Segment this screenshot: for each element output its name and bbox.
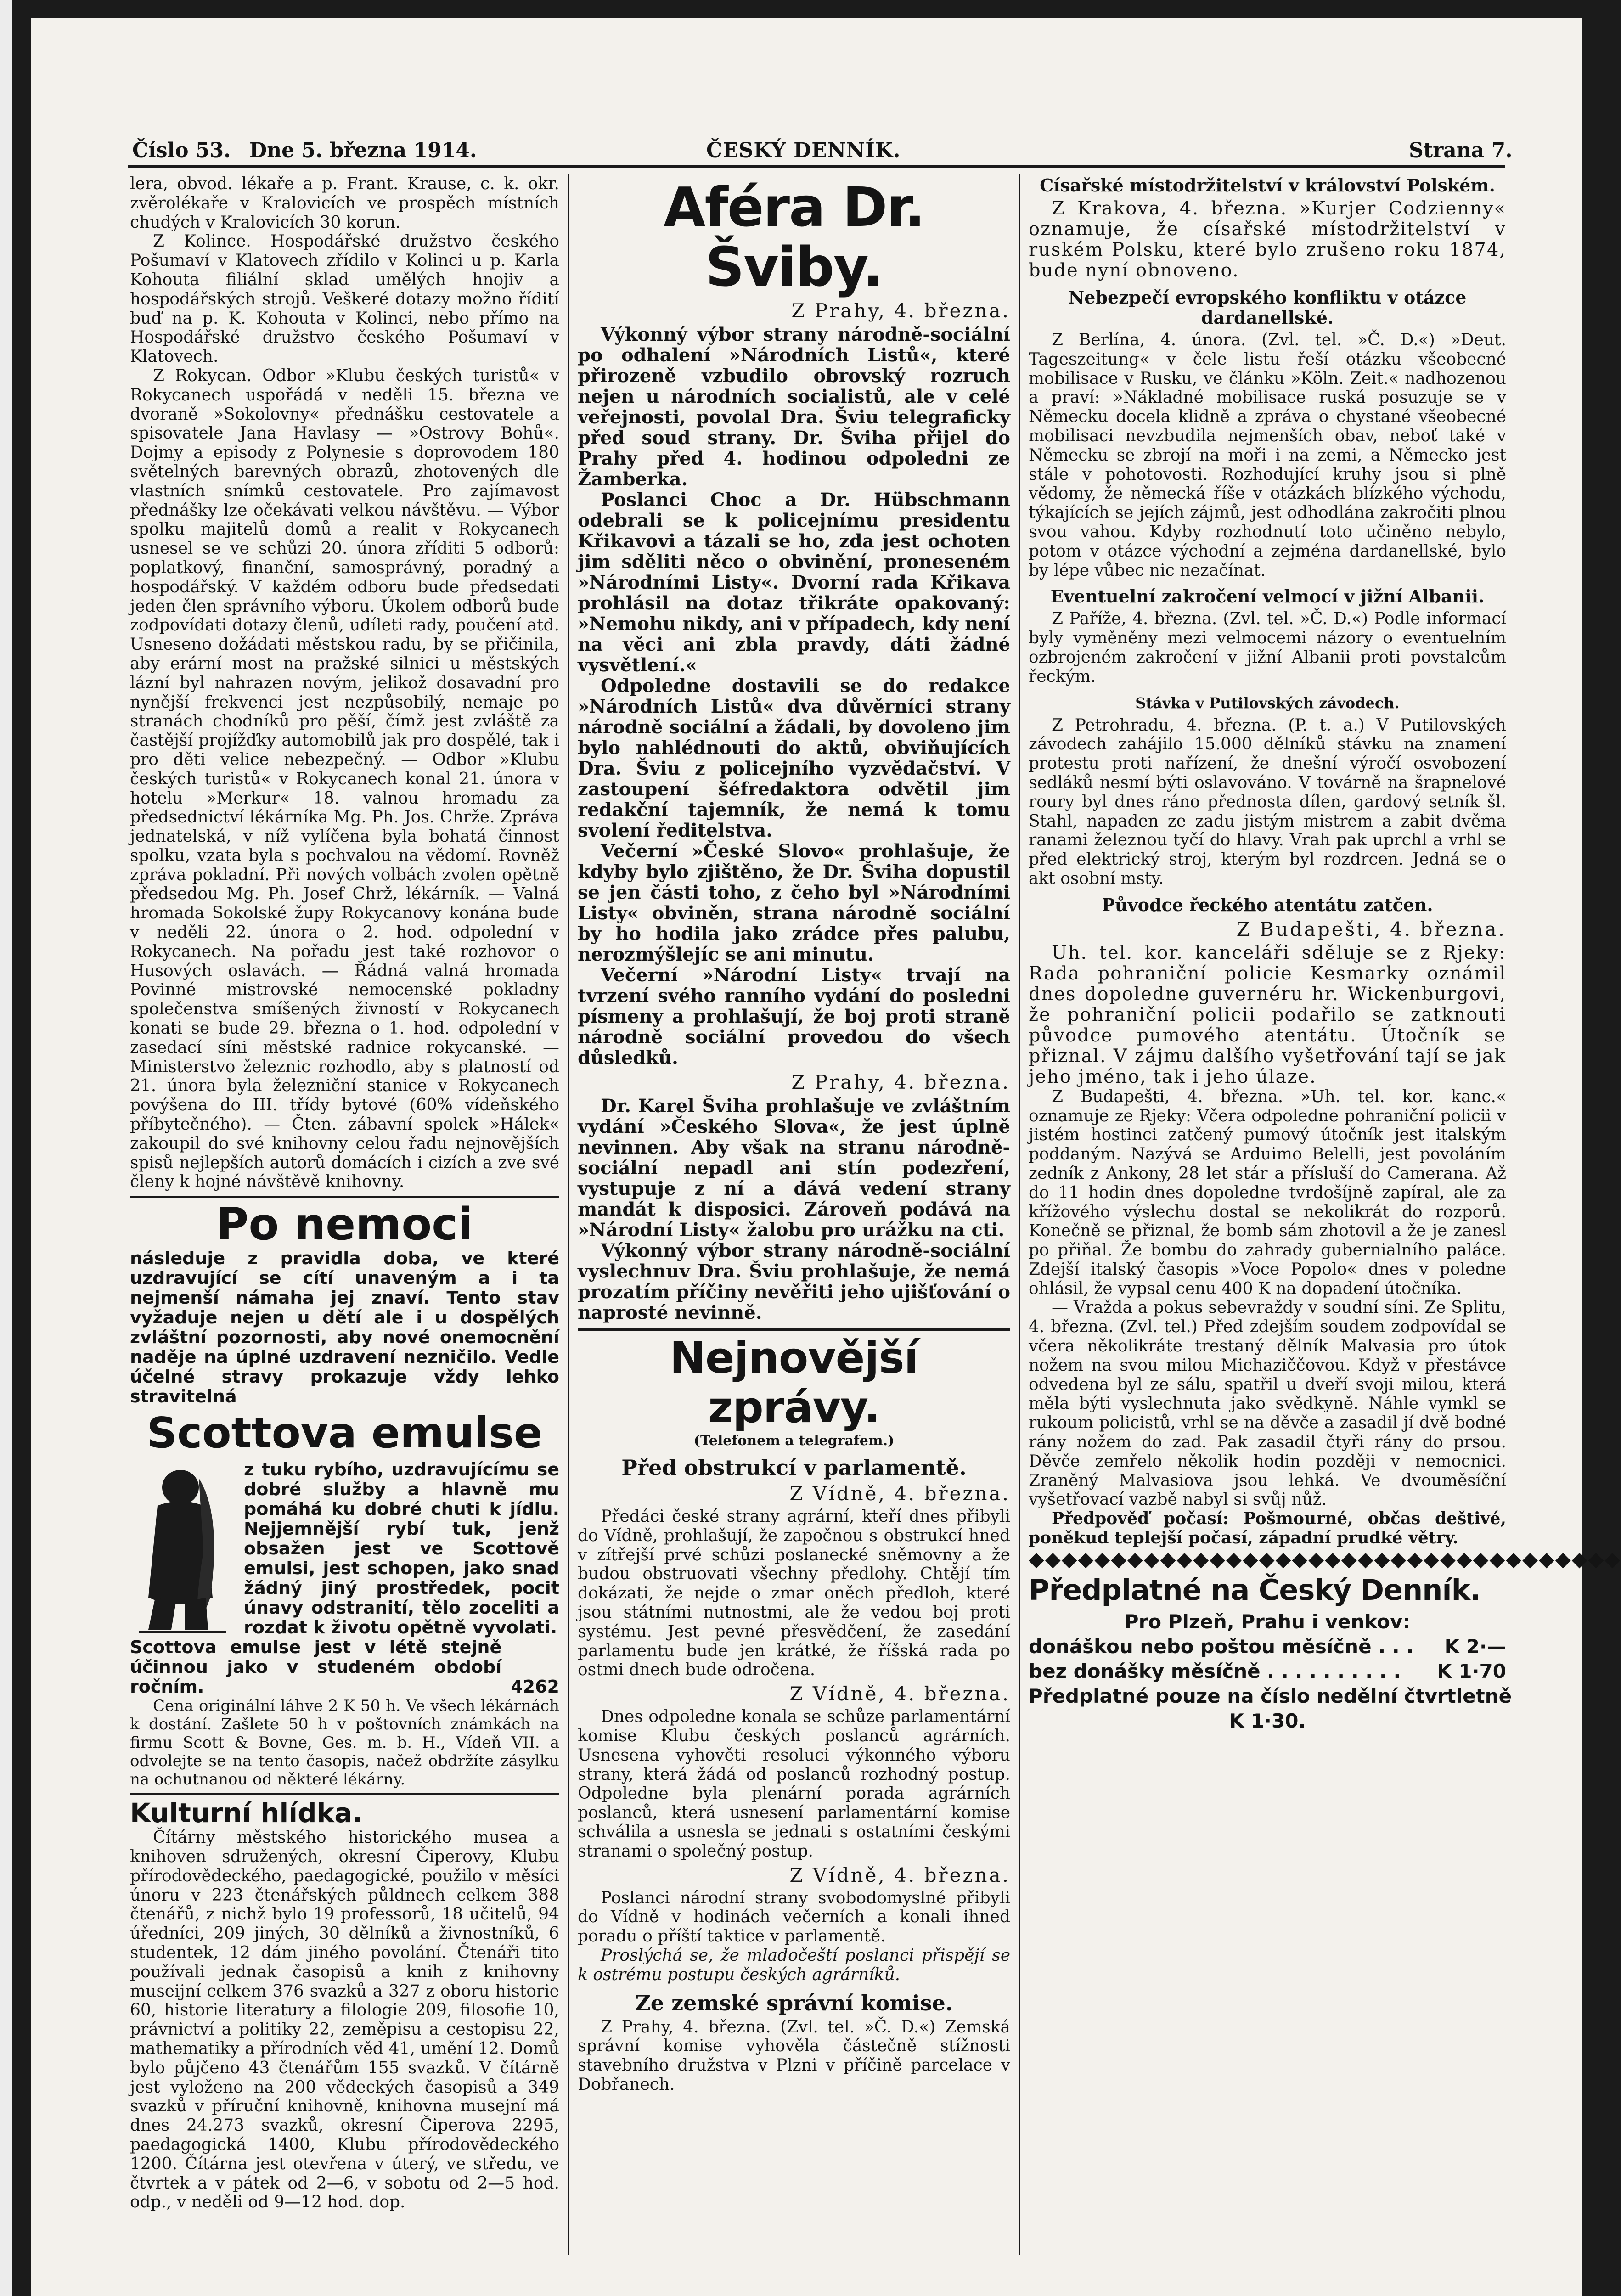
subscription-region: Pro Plzeň, Prahu i venkov: <box>1124 1610 1411 1633</box>
subscription-sunday-label: Předplatné pouze na číslo nedělní čtvrtletně <box>1029 1684 1512 1707</box>
ad-headline: Po nemoci <box>216 1199 473 1250</box>
albania-article: Z Paříže, 4. března. (Zvl. tel. »Č. D.«) Podle informací byly vyměněny mezi velmocemi názory o eventuelním ozbrojeném zakročení v jižní Albanii proti povstalcům řeckým. <box>1029 609 1506 686</box>
news-section-title: Nejnovější zprávy. <box>670 1333 918 1433</box>
fisherman-with-fish-icon <box>130 1460 236 1634</box>
column-3 <box>1029 174 1621 2204</box>
svihy-para-2: Poslanci Choc a Dr. Hübschmann odebrali se k policejnímu presidentu Křikavovi a tázali se ho, zda jest ochoten jim sděliti něco o obvinění, proneseném »Národními Listy«. Dvorní rada Křikava prohlásil na dotaz třikráte opakovaný: »Nemohu nikdy, ani v případech, kdy není na věci ani zbla pravdy, dáti žádné vysvětlení.« <box>578 489 1010 676</box>
column-2 <box>578 174 1010 2204</box>
ad-line-row <box>130 1638 559 1697</box>
news-para-3: Poslanci národní strany svobodomyslné přibyli do Vídně v hodinách večerních a konali ihned poradu o příští taktice v parlamentě. <box>578 1888 1010 1946</box>
svihy-para-3: Odpoledne dostavili se do redakce »Národních Listů« dva důvěrníci strany národně sociální a žádali, by dovoleno jim bylo nahlédnouti do aktů, obviňujících Dra. Šviu z policejního vyzvědačství. V zastoupení šéfredaktora odvětil jim redakční tajemník, že nemá k tomu svolení ředitelstva. <box>578 675 1010 841</box>
subscription-pickup-price: K 1·70 <box>1437 1660 1506 1683</box>
ad-intro: následuje z pravidla doba, ve které uzdravující se cítí unaveným a i ta nejmenší námaha jej znaví. Tento stav vyžaduje nejen u dětí ale i u dospělých zvláštní pozornosti, aby nové onemocnění naděje na úplné uzdravení nezničilo. Vedle účelné stravy prokazuje vždy lehko stravitelná <box>130 1248 559 1407</box>
ad-price: Cena originální láhve 2 K 50 h. Ve všech lékárnách k dostání. Zašlete 50 h v poštovních známkách na firmu Scott & Bovne, Ges. m. b. H., Vídeň VII. a odvolejte se na tento časopis, načež obdržíte zásylku na ochutnanou od některé lékárny. <box>130 1697 559 1789</box>
svihy-para-4: Večerní »České Slovo« prohlašuje, že kdyby bylo zjištěno, že Dr. Šviha dopustil se jen části toho, z čeho byl »Národními Listy« obviněn, strana národně sociální by ho hodila jako zrádce přes palubu, nerozmýšlejíc se ani minutu. <box>578 840 1010 965</box>
weather-forecast: Předpověď počasí: Pošmourné, občas deštivé, poněkud teplejší počasí, západní prudké větry. <box>1029 1509 1506 1548</box>
ad-body-row <box>130 1460 559 1638</box>
scan-border <box>0 0 12 2296</box>
masthead-title: ČESKÝ DENNÍK. <box>706 139 901 162</box>
subscription-row-1 <box>1029 1634 1506 1659</box>
budapest-article: Z Budapešti, 4. března. »Uh. tel. kor. kanc.« oznamuje ze Rjeky: Včera odpoledne pohraniční policii v jistém hostinci zatčený pumový útočník jest italským poddaným. Nazývá se Arduimo Belelli, jest povoláním zedník z Ankony, 28 let stár a přísluší do Camerana. Až do 11 hodin dnes dopoledne tvrdošíjně zapíral, ale za křížového výslechu dostal se nekolikrát do rozporů. Konečně se přiznal, že bomb sám zhotovil a že je zanesl po přiňal. Že bombu do zahrady gubernialního paláce. Zdejší italský časopis »Voce Popolo« dnes v poledne ohlásil, že vypsal cenu 400 K na dopadení útočníka. <box>1029 1087 1506 1298</box>
separator <box>130 1196 559 1198</box>
culture-section-title: Kulturní hlídka. <box>130 1797 363 1829</box>
ad-season-line: Scottova emulse jest v létě stejně účinnou jako v studeném období ročním. <box>130 1637 502 1697</box>
dardanelles-article: Z Berlína, 4. února. (Zvl. tel. »Č. D.«) »Deut. Tageszeitung« v čele listu řeší otázku všeobecné mobilisace v Rusku, ve článku »Köln. Zeit.« nadhozenou a praví: »Nákladné mobilisace ruská posuzuje se v Německu docela klidně a zpráva o chystané všeobecné mobilisaci nevzbudila nejmenších obav, neboť také v Německu se zbrojí na moři i na zemi, a Německo jest stále v pohotovosti. Rozhodující kruhy jsou si plně vědomy, že německá říše v otázkách blízkého východu, týkajících se jejích zájmů, jest odhodlána zakročiti plnou svou vahou. Kdyby rozhodnutí toto učiněno nebylo, potom v otázce východní a zejména dardanellské, bylo by lépe vůbec nic nezačínat. <box>1029 331 1506 580</box>
subscription-delivery-label: donáškou nebo poštou měsíčně . . . <box>1029 1635 1414 1658</box>
ad-code: 4262 <box>511 1677 559 1697</box>
svihy-para-1: Výkonný výbor strany národně-sociální po odhalení »Národních Listů«, které přirozeně vzbudilo obrovský rozruch nejen u národních socialistů, ale v celé veřejnosti, povolal Dra. Šviu telegraficky před soud strany. Dr. Šviha přijel do Prahy před 4. hodinou odpoledni ze Žamberka. <box>578 324 1010 490</box>
header-rule <box>128 165 1505 168</box>
subscription-sunday-price: K 1·30. <box>1229 1709 1306 1732</box>
dateline: Z Vídně, 4. března. <box>789 1482 1010 1505</box>
assassin-headline: Původce řeckého atentátu zatčen. <box>1102 894 1433 915</box>
putilov-headline: Stávka v Putilovských závodech. <box>1135 694 1400 712</box>
putilov-article: Z Petrohradu, 4. března. (P. t. a.) V Putilovských závodech zahájilo 15.000 dělníků stávku na znamení protestu proti nařízení, že dnešní výročí osvobození sedláků nesmí býti oslavováno. V továrně na šrapnelové roury byl dnes ráno přednosta dílen, gardový setník šl. Stahl, napaden ze zadu jistým mistrem a zabit dvěma ranami železnou tyčí do hlavy. Vrah pak uprchl a vrhl se před elektrický stroj, kterým byl rozdrcen. Jedná se o akt osobní msty. <box>1029 715 1506 888</box>
ad-brand: Scottova emulse <box>146 1408 543 1458</box>
dateline: Z Vídně, 4. března. <box>789 1863 1010 1886</box>
svihy-headline: Aféra Dr. Šviby. <box>664 175 924 298</box>
obstruction-headline: Před obstrukcí v parlamentě. <box>621 1455 967 1480</box>
article-rokycany: Z Rokycan. Odbor »Klubu českých turistů« v Rokycanech uspořádá v neděli 15. března ve dvoraně »Sokolovny« přednášku cestovatele a spisovatele Jana Havlasy — »Ostrovy Bohů«. Dojmy a episody z Polynesie s doprovodem 180 světelných barevných obrazů, zhotovených dle vlastních snímků cestovatele. Pro zajímavost přednášky lze očekávati velkou návštěvu. — Výbor spolku majitelů domů a realit v Rokycanech usnesel se ve schůzi 20. února zříditi 5 odborů: poplatkový, finanční, samosprávný, poradný a hospodářský. V každém odboru bude předsedati jeden člen správního výboru. Úkolem odborů bude zodpovídati dotazy členů, udíleti rady, poučení atd. Usneseno dožádati městskou radu, by se přičinila, aby erární most na pražské silnici u městských lázní byl nahrazen novým, jelikož dosavadní pro nynější frekvenci jest nezpůsobilý, nemaje po stranách chodníků pro pěší, čímž jest zvláště za častější projížďky automobilů jak pro dospělé, tak i pro děti velice nebezpečný. — Odbor »Klubu českých turistů« v Rokycanech konal 21. února v hotelu »Merkur« 18. valnou hromadu za předsednictví lékárníka Mg. Ph. Jos. Chrže. Zpráva jednatelská, v níž vylíčena byla bohatá činnost spolku, vzata byla s pochvalou na vědomí. Rovněž zpráva pokladní. Při nových volbách zvolen opětně předsedou Mg. Ph. Josef Chrž, lékárník. — Valná hromada Sokolské župy Rokycanovy konána bude v neděli 22. února o 2. hod. odpolední v Rokycanech. Na pořadu jest také rozhovor o Husových oslavách. — Řádná valná hromada Povinné mistrovské nemocenské pokladny společenstva smíšených živností v Rokycanech konati se bude 29. března o 1. hod. odpolední v zasedací síni městské radnice rokycanské. — Ministerstvo železnic rozhodlo, aby s platností od 21. února byla železniční stanice v Rokycanech povýšena do III. třídy bytové (60% vídeňského příbytečného). — Čten. zábavní spolek »Hálek« zakoupil do své knihovny celou řadu nejnovějších spisů nejlepších autorů domácích i cizích a zve své členy k hojné návštěvě knihovny. <box>130 366 559 1192</box>
separator <box>578 1328 1010 1331</box>
news-subtitle: (Telefonem a telegrafem.) <box>693 1433 895 1449</box>
article-kralovice: lera, obvod. lékaře a p. Frant. Krause, c. k. okr. zvěrolékaře v Kralovicích ve prospěch místních chudých v Kralovicích 30 korun. <box>130 174 559 232</box>
subscription-pickup-label: bez donášky měsíčně . . . . . . . . . . <box>1029 1660 1401 1683</box>
news-para-2: Dnes odpoledne konala se schůze parlamentární komise Klubu českých poslanců agrárních. Usnesena vyhověti resoluci výkonného výboru strany, která žádá od poslanců rozhodný postup. Odpoledne byla plenární porada agrárních poslanců, která usnesení parlamentární komise schválila a usnesla se jednati s ostatními českými stranami o společný postup. <box>578 1707 1010 1861</box>
subscription-delivery-price: K 2·— <box>1444 1635 1506 1658</box>
dateline: Z Prahy, 4. března. <box>791 1071 1010 1093</box>
news-para-4: Proslýchá se, že mladočeští poslanci přispějí se k ostrému postupu českých agrárníků. <box>578 1946 1010 1984</box>
newspaper-page <box>31 18 1621 2296</box>
assassin-article: Uh. tel. kor. kanceláři sděluje se z Rjeky: Rada pohraniční policie Kesmarky oznámil dnes dopoledne guvernéru hr. Wickenburgovi, že pohraniční policii podařilo se zatknouti původce pumového atentátu. Útočník se přiznal. V zájmu dalšího vyšetřování tají se jak jeho jméno, tak i jeho úlaze. <box>1029 942 1506 1087</box>
news-para-5: Z Prahy, 4. března. (Zvl. tel. »Č. D.«) Zemská správní komise vyhověla částečně stížnosti stavebního družstva v Plzni v příčině parcelace v Dobřanech. <box>578 2017 1010 2094</box>
culture-article: Čítárny městského historického musea a knihoven sdružených, okresní Čiperovy, Klubu přírodovědeckého, paedagogické, použilo v měsíci únoru v 223 čtenářských půldnech celkem 388 čtenářů, z nichž bylo 19 professorů, 18 učitelů, 94 úředníci, 209 jiných, 30 dělníků a živnostníků, 6 studentek, 12 dám jiného povolání. Čtenáři tito používali jednak časopisů a knih z knihovny museijní celkem 376 svazků a 327 z oboru historie 60, historie literatury a filologie 209, filosofie 10, právnictví a politiky 22, zeměpisu a cestopisu 22, mathematiky a přírodních věd 41, umění 12. Domů bylo půjčeno 43 čtenářům 155 svazků. V čítárně jest vyloženo na 200 vědeckých časopisů a 349 svazků v příruční knihovně, knihovna musejní má dnes 24.273 svazků, okresní Čiperova 2295, paedagogická 1400, Klubu přírodovědeckého 1200. Čítárna jest otevřena v úterý, ve středu, ve čtvrtek a v pátek od 2—6, v sobotu od 2—5 hod. odp., v neděli od 9—12 hod. dop. <box>130 1828 559 2212</box>
page-number: Strana 7. <box>1409 139 1513 162</box>
svihy-para-5: Večerní »Národní Listy« trvají na tvrzení svého ranního vydání do posledni písmeny a prohlašují, že boj proti straně národně sociální provedou do všech důsledků. <box>578 964 1010 1069</box>
column-1 <box>130 174 559 2212</box>
column-rule-2 <box>1019 174 1020 2255</box>
svihy-para-7: Výkonný výbor strany národně-sociální vyslechnuv Dra. Šviu prohlašuje, že nemá prozatím příčiny nevěřiti jeho ujišťování o naprosté nevinně. <box>578 1240 1010 1323</box>
dardanelles-headline: Nebezpečí evropského konfliktu v otázce dardanellské. <box>1068 287 1467 328</box>
news-para-1: Předáci české strany agrární, kteří dnes přibyli do Vídně, prohlašují, že započnou s obstrukcí hned v zítřejší prvé schůzi poslanecké sněmovny a že budou obstruovati všechny předlohy. Chtějí tím dokázati, že nejde o zmar oněch předloh, které jsou státními nutnostmi, ale že vedou boj proti systému. Jest pevné přesvědčení, že zasedání parlamentu bude jen krátké, že říšská rada po ostmi dnech bude odročena. <box>578 1507 1010 1680</box>
issue-number: Číslo 53. <box>132 139 231 162</box>
svihy-para-6: Dr. Karel Šviha prohlašuje ve zvláštním vydání »Českého Slova«, že jest úplně nevinnen. Aby však na stranu národně-sociální nepadl ani stín podezření, vystupuje z ní a dává vedení strany mandát k disposici. Zároveň podává na »Národní Listy« žalobu pro urážku na cti. <box>578 1095 1010 1241</box>
column-rule-1 <box>568 174 569 2255</box>
article-kolinec: Z Kolince. Hospodářské družstvo českého Pošumaví v Klatovech zřídilo v Kolinci u p. Karla Kohouta filiální sklad umělých hnojiv a hospodářských strojů. Veškeré dotazy možno řídití buď na p. K. Kohouta v Kolinci, nebo přímo na Hospodářské družstvo českého Pošumaví v Klatovech. <box>130 232 559 366</box>
separator <box>130 1793 559 1795</box>
ad-body: z tuku rybího, uzdravujícímu se dobré služby a hlavně mu pomáhá ku dobré chuti k jídlu. Nejjemnější rybí tuk, jenž obsažen jest ve Scottově emulsi, jest schopen, jako snad žádný jiný prostředek, pocit únavy odstranití, tělo zoceliti a rozdat k životu opětně vyvolati. <box>244 1459 559 1638</box>
issue-date: Dne 5. března 1914. <box>249 139 477 162</box>
subscription-row-2 <box>1029 1659 1506 1684</box>
commission-headline: Ze zemské správní komise. <box>635 1990 953 2015</box>
diamond-border: ◆◆◆◆◆◆◆◆◆◆◆◆◆◆◆◆◆◆◆◆◆◆◆◆◆◆◆◆◆◆◆◆◆◆◆◆ <box>1029 1547 1621 1571</box>
dateline: Z Budapešti, 4. března. <box>1236 917 1506 940</box>
dateline: Z Prahy, 4. března. <box>791 299 1010 322</box>
split-murder-article: — Vražda a pokus sebevraždy v soudní síni. Ze Splitu, 4. března. (Zvl. tel.) Před zdejším soudem zodpovídal se včera několikráte trestaný dělník Malvasia pro útok nožem na svou milou Michaziččovou. Když v přestávce odvedena byl ze sálu, spatřil u dveří svoji milou, která měla býti vyslechnuta jako svědkyně. Náhle vymkl se rukoum policistů, vrhl se na děvče a zasadil jí dvě bodné rány nožem do zad. Pak zasadil čtyři rány do prsou. Děvče zemřelo několik hodin později v nemocnici. Zraněný Malvasiova jsou lehká. Ve dvouměsíční vyšetřovací vazbě nabyl si svůj nůž. <box>1029 1298 1506 1509</box>
dateline: Z Vídně, 4. března. <box>789 1683 1010 1705</box>
poland-headline: Císařské místodržitelství v království Polském. <box>1040 175 1495 196</box>
poland-article: Z Krakova, 4. března. »Kurjer Codzienny« oznamuje, že císařské místodržitelství v ruském Polsku, které bylo zrušeno roku 1874, bude nyní obnoveno. <box>1029 198 1506 281</box>
albania-headline: Eventuelní zakročení velmocí v jižní Albanii. <box>1050 586 1485 607</box>
subscription-title: Předplatné na Český Denník. <box>1029 1573 1480 1607</box>
